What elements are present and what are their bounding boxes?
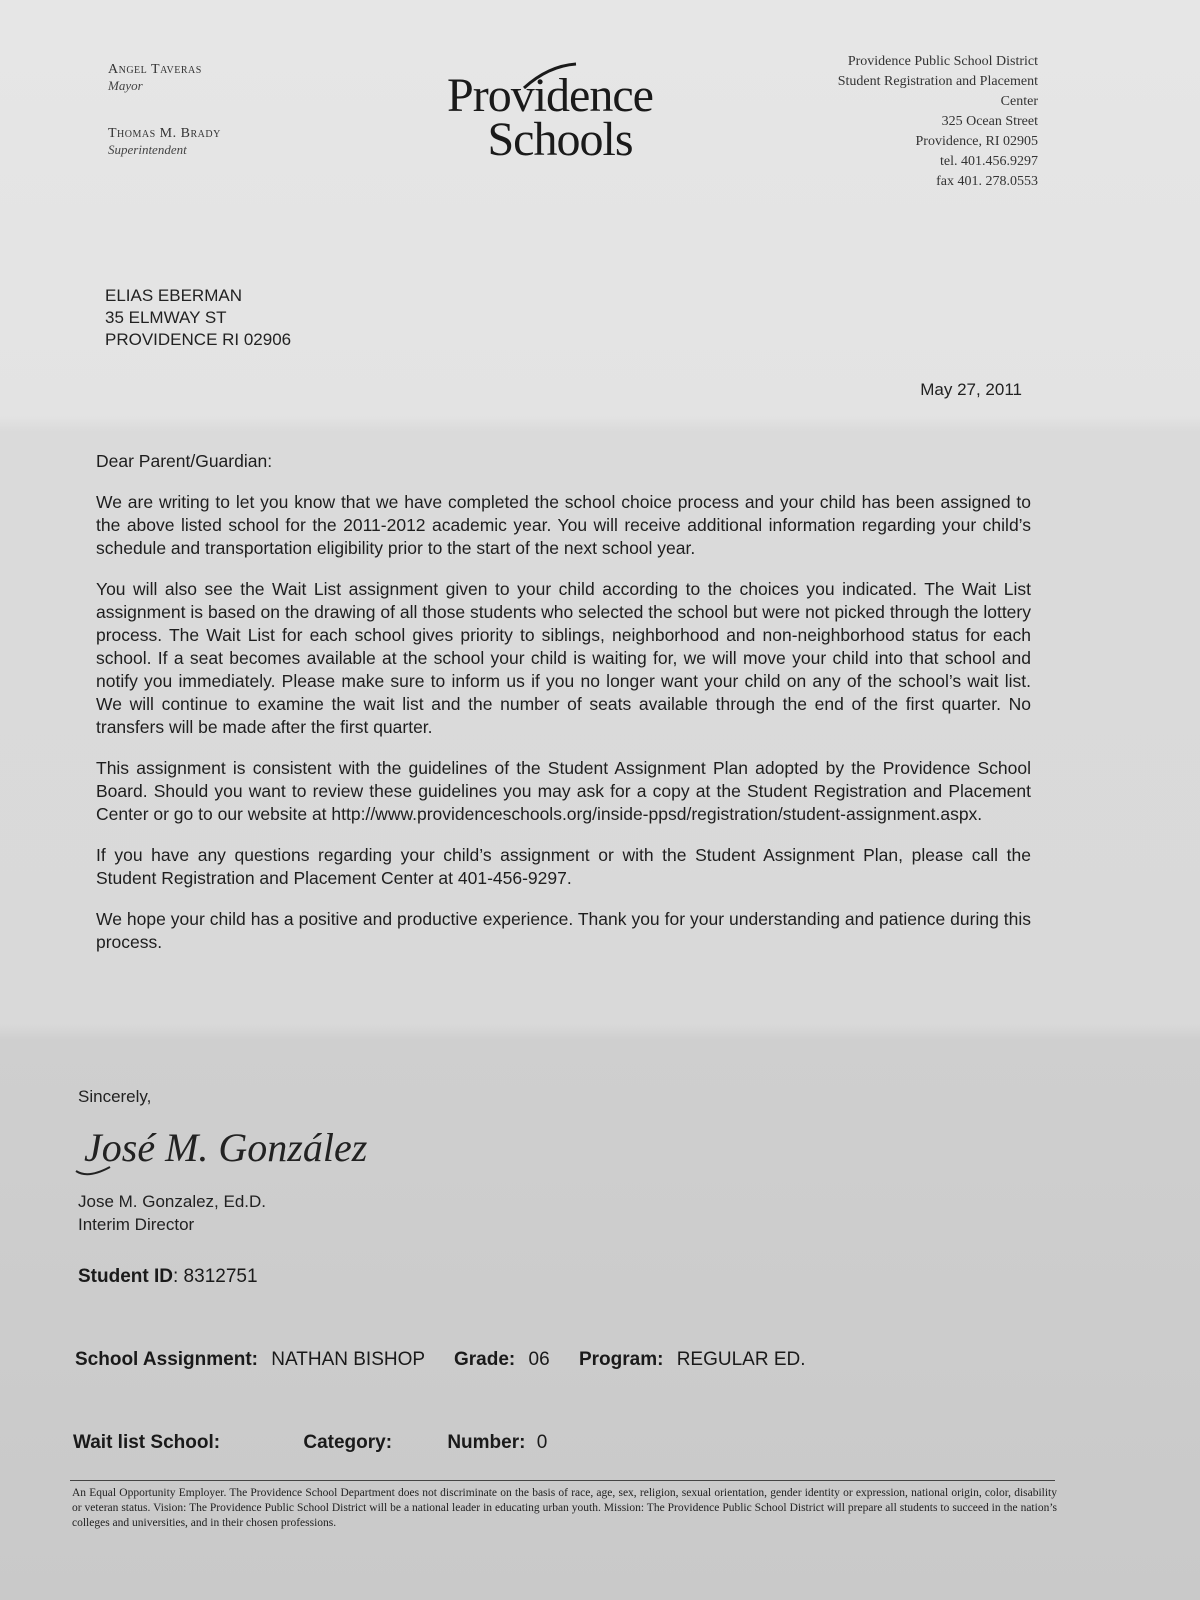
school-assignment-label: School Assignment:	[75, 1349, 258, 1370]
wait-list-row	[73, 1432, 547, 1454]
logo-line-1: Providence	[447, 69, 653, 122]
student-id-value: : 8312751	[173, 1266, 258, 1287]
student-id-label: Student ID	[78, 1266, 173, 1287]
letter-body	[96, 450, 1031, 972]
department-address	[738, 52, 1038, 192]
dept-fax: fax 401. 278.0553	[936, 174, 1038, 189]
signer-title: Interim Director	[78, 1215, 195, 1234]
dept-line-3: Center	[1000, 94, 1038, 109]
dept-line-1: Providence Public School District	[847, 54, 1038, 69]
official-superintendent	[108, 126, 221, 158]
program-label: Program:	[578, 1349, 664, 1370]
salutation: Dear Parent/Guardian:	[96, 451, 273, 471]
signer-block	[78, 1190, 266, 1236]
paragraph-5: We hope your child has a positive and productive experience. Thank you for your understanding and patience during this process.	[96, 909, 1031, 952]
recipient-city: PROVIDENCE RI 02906	[105, 330, 292, 349]
district-logo	[430, 69, 670, 166]
logo-line-2: Schools	[487, 113, 633, 166]
official-mayor	[108, 62, 202, 94]
mayor-name: Angel Taveras	[108, 62, 202, 77]
number-value: 0	[536, 1432, 548, 1453]
signer-name: Jose M. Gonzalez, Ed.D.	[78, 1192, 267, 1211]
dept-street: 325 Ocean Street	[941, 114, 1038, 129]
handwritten-signature	[70, 1113, 400, 1183]
footer-divider	[70, 1480, 1055, 1481]
letter-date: May 27, 2011	[920, 380, 1022, 399]
wait-list-label: Wait list School:	[73, 1432, 221, 1453]
recipient-name: ELIAS EBERMAN	[105, 286, 242, 305]
closing: Sincerely,	[78, 1087, 152, 1106]
recipient-street: 35 ELMWAY ST	[105, 308, 227, 327]
superintendent-title: Superintendent	[108, 142, 187, 157]
category-label: Category:	[303, 1432, 393, 1453]
number-label: Number:	[447, 1432, 526, 1453]
footer-disclaimer: An Equal Opportunity Employer. The Providence School Department does not discriminate on the basis of race, age, sex, religion, sexual orientation, gender identity or expression, national origin, color, disability or veteran status. Vision: The Providence Public School District will be a national leader in educating urban youth. Mission: The Providence Public School District will prepare all students to succeed in the nation’s colleges and universities, and in their chosen professions.	[72, 1487, 1057, 1529]
superintendent-name: Thomas M. Brady	[108, 126, 221, 141]
paragraph-4: If you have any questions regarding your child’s assignment or with the Student Assignment Plan, please call the Student Registration and Placement Center at 401-456-9297.	[96, 845, 1031, 888]
paragraph-1: We are writing to let you know that we have completed the school choice process and your child has been assigned to the above listed school for the 2011-2012 academic year. You will receive additional information regarding your child’s schedule and transportation eligibility prior to the start of the next school year.	[96, 492, 1031, 558]
dept-line-2: Student Registration and Placement	[837, 74, 1038, 89]
mayor-title: Mayor	[108, 78, 143, 93]
grade-value: 06	[528, 1349, 550, 1370]
school-assignment-value: NATHAN BISHOP	[271, 1349, 425, 1370]
signature-text: José M. González	[84, 1125, 368, 1170]
student-id-row	[78, 1266, 258, 1288]
paragraph-3: This assignment is consistent with the guidelines of the Student Assignment Plan adopted by the Providence School Board. Should you want to review these guidelines you may ask for a copy at the Student Registration and Placement Center or go to our website at http://www.providenceschools.org/inside-ppsd/registration/student-assignment.aspx.	[96, 758, 1031, 824]
grade-label: Grade:	[454, 1349, 516, 1370]
dept-city: Providence, RI 02905	[915, 134, 1038, 149]
program-value: REGULAR ED.	[676, 1349, 806, 1370]
recipient-address	[105, 285, 291, 351]
paragraph-2: You will also see the Wait List assignment given to your child according to the choices you indicated. The Wait List assignment is based on the drawing of all those students who selected the school but were not picked through the lottery process. The Wait List for each school gives priority to siblings, neighborhood and non-neighborhood status for each school. If a seat becomes available at the school your child is waiting for, we will move your child into that school and notify you immediately. Please make sure to inform us if you no longer want your child on any of the school’s wait list. We will continue to examine the wait list and the number of seats available through the end of the first quarter. No transfers will be made after the first quarter.	[96, 579, 1031, 737]
school-assignment-row	[75, 1349, 806, 1371]
dept-tel: tel. 401.456.9297	[940, 154, 1038, 169]
